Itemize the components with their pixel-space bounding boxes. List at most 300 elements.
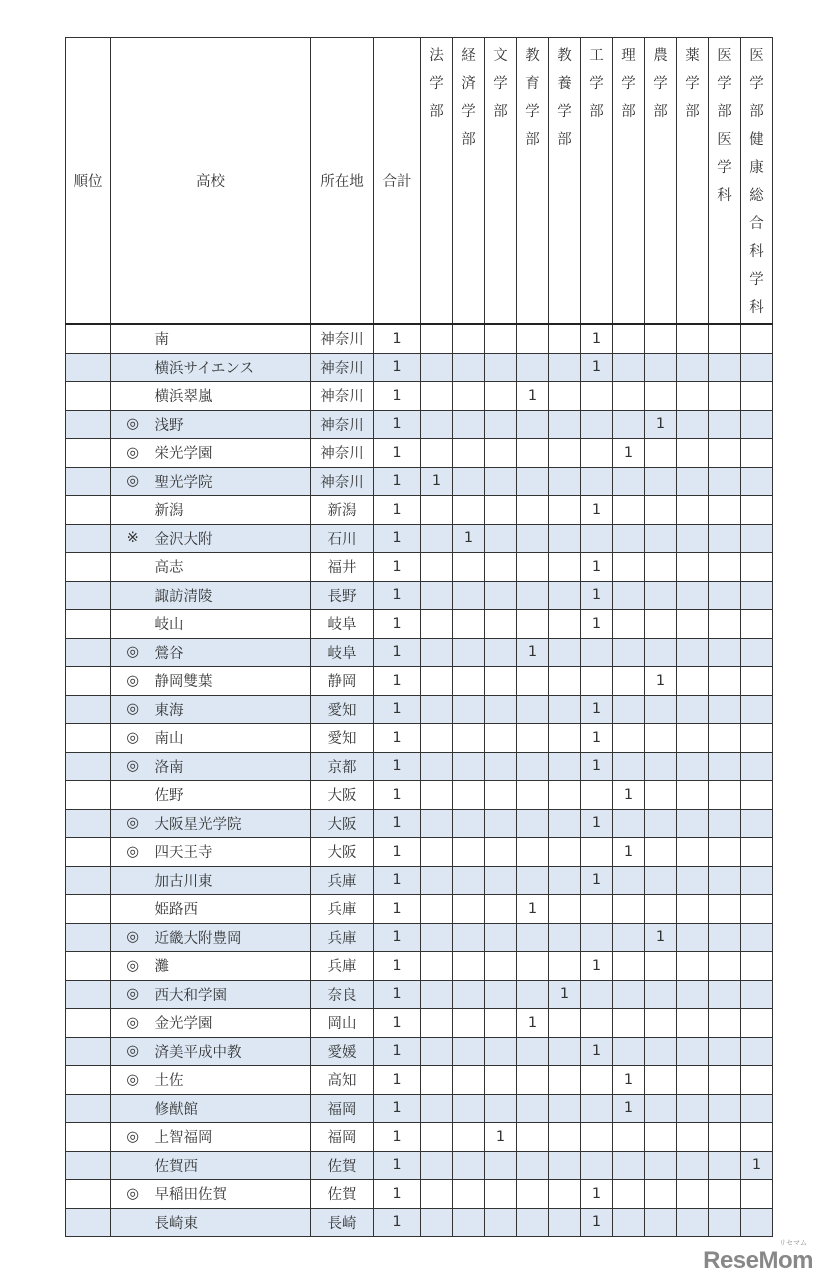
department-count <box>421 781 453 810</box>
school-name: 高志 <box>155 553 311 582</box>
department-count: 1 <box>645 667 677 696</box>
department-count <box>517 923 549 952</box>
department-count: 1 <box>613 781 645 810</box>
department-count <box>741 781 773 810</box>
department-count <box>581 980 613 1009</box>
school-name: 佐賀西 <box>155 1151 311 1180</box>
department-count <box>709 923 741 952</box>
table-row <box>66 952 773 981</box>
school-name: 南山 <box>155 724 311 753</box>
department-count <box>613 1180 645 1209</box>
school-name: 金光学園 <box>155 1009 311 1038</box>
department-count <box>485 324 517 353</box>
school-name: 新潟 <box>155 496 311 525</box>
department-count <box>549 610 581 639</box>
rank-cell <box>66 410 111 439</box>
department-count <box>517 1180 549 1209</box>
school-mark <box>111 1094 155 1123</box>
department-count <box>517 838 549 867</box>
department-count <box>741 553 773 582</box>
school-name: 四天王寺 <box>155 838 311 867</box>
table-row <box>66 439 773 468</box>
location-cell: 大阪 <box>311 781 374 810</box>
location-cell: 大阪 <box>311 809 374 838</box>
department-count: 1 <box>581 724 613 753</box>
table-row <box>66 781 773 810</box>
table-row <box>66 809 773 838</box>
department-count <box>613 638 645 667</box>
table-row <box>66 1037 773 1066</box>
department-count <box>741 980 773 1009</box>
department-count <box>549 752 581 781</box>
location-cell: 佐賀 <box>311 1180 374 1209</box>
department-count <box>741 667 773 696</box>
location-cell: 愛知 <box>311 695 374 724</box>
department-count <box>421 382 453 411</box>
total-cell: 1 <box>374 1094 421 1123</box>
table-row <box>66 752 773 781</box>
department-count <box>645 752 677 781</box>
department-count <box>741 1037 773 1066</box>
table-row <box>66 1094 773 1123</box>
location-cell: 神奈川 <box>311 467 374 496</box>
school-name: 横浜サイエンス <box>155 353 311 382</box>
rank-cell <box>66 952 111 981</box>
department-count <box>709 952 741 981</box>
department-count <box>709 410 741 439</box>
department-count: 1 <box>581 553 613 582</box>
department-count <box>549 1208 581 1237</box>
school-mark <box>111 324 155 353</box>
table-row <box>66 724 773 753</box>
header-department <box>741 38 773 325</box>
department-count <box>741 1066 773 1095</box>
table-row <box>66 838 773 867</box>
location-cell: 岐阜 <box>311 610 374 639</box>
total-cell: 1 <box>374 838 421 867</box>
rank-cell <box>66 923 111 952</box>
rank-cell <box>66 895 111 924</box>
department-count <box>645 1123 677 1152</box>
department-count: 1 <box>581 496 613 525</box>
department-count <box>581 895 613 924</box>
school-mark <box>111 496 155 525</box>
department-count <box>645 1180 677 1209</box>
header-department-label: 教養学部 <box>557 48 572 148</box>
department-count <box>453 809 485 838</box>
department-count <box>517 1066 549 1095</box>
rank-cell <box>66 324 111 353</box>
department-count <box>517 324 549 353</box>
total-cell: 1 <box>374 467 421 496</box>
school-name: 姫路西 <box>155 895 311 924</box>
department-count <box>517 1151 549 1180</box>
rank-cell <box>66 809 111 838</box>
department-count <box>485 695 517 724</box>
department-count <box>421 695 453 724</box>
department-count: 1 <box>613 439 645 468</box>
school-mark: ◎ <box>111 1009 155 1038</box>
department-count <box>485 1151 517 1180</box>
location-cell: 神奈川 <box>311 410 374 439</box>
department-count <box>741 1094 773 1123</box>
rank-cell <box>66 553 111 582</box>
location-cell: 兵庫 <box>311 895 374 924</box>
department-count <box>613 1009 645 1038</box>
rank-cell <box>66 1180 111 1209</box>
department-count <box>677 610 709 639</box>
rank-cell <box>66 1009 111 1038</box>
rank-cell <box>66 724 111 753</box>
table-row <box>66 610 773 639</box>
table-row <box>66 980 773 1009</box>
school-name: 洛南 <box>155 752 311 781</box>
department-count <box>421 952 453 981</box>
department-count <box>421 667 453 696</box>
department-count <box>485 467 517 496</box>
location-cell: 岡山 <box>311 1009 374 1038</box>
department-count <box>453 695 485 724</box>
department-count <box>453 1066 485 1095</box>
rank-cell <box>66 1208 111 1237</box>
school-mark: ◎ <box>111 1066 155 1095</box>
department-count <box>421 439 453 468</box>
department-count <box>549 838 581 867</box>
total-cell: 1 <box>374 382 421 411</box>
department-count <box>549 695 581 724</box>
department-count <box>709 895 741 924</box>
department-count: 1 <box>581 952 613 981</box>
department-count <box>709 1009 741 1038</box>
department-count <box>741 1208 773 1237</box>
department-count <box>485 439 517 468</box>
department-count: 1 <box>741 1151 773 1180</box>
school-name: 長崎東 <box>155 1208 311 1237</box>
department-count <box>421 809 453 838</box>
school-mark <box>111 781 155 810</box>
rank-cell <box>66 1151 111 1180</box>
total-cell: 1 <box>374 524 421 553</box>
location-cell: 愛知 <box>311 724 374 753</box>
department-count <box>709 1208 741 1237</box>
location-cell: 福岡 <box>311 1123 374 1152</box>
department-count <box>709 467 741 496</box>
department-count <box>517 1208 549 1237</box>
department-count <box>549 1066 581 1095</box>
department-count <box>709 667 741 696</box>
department-count <box>709 809 741 838</box>
department-count <box>613 410 645 439</box>
department-count <box>421 324 453 353</box>
department-count <box>677 439 709 468</box>
total-cell: 1 <box>374 610 421 639</box>
table-row <box>66 353 773 382</box>
header-department <box>517 38 549 325</box>
department-count <box>741 1180 773 1209</box>
department-count <box>581 439 613 468</box>
total-cell: 1 <box>374 952 421 981</box>
header-department <box>613 38 645 325</box>
table-row <box>66 382 773 411</box>
rank-cell <box>66 496 111 525</box>
department-count <box>677 1151 709 1180</box>
department-count <box>581 1009 613 1038</box>
department-count <box>613 553 645 582</box>
department-count <box>517 610 549 639</box>
department-count <box>677 695 709 724</box>
department-count <box>581 638 613 667</box>
department-count <box>613 353 645 382</box>
department-count <box>677 895 709 924</box>
table-row <box>66 923 773 952</box>
department-count: 1 <box>549 980 581 1009</box>
department-count <box>517 553 549 582</box>
department-count <box>485 667 517 696</box>
department-count <box>549 353 581 382</box>
school-mark <box>111 382 155 411</box>
total-cell: 1 <box>374 923 421 952</box>
total-cell: 1 <box>374 781 421 810</box>
school-name: 修猷館 <box>155 1094 311 1123</box>
department-count <box>517 410 549 439</box>
department-count <box>453 382 485 411</box>
school-mark <box>111 1208 155 1237</box>
department-count <box>421 1180 453 1209</box>
department-count <box>741 524 773 553</box>
rank-cell <box>66 1094 111 1123</box>
department-count <box>485 1208 517 1237</box>
department-count <box>741 1009 773 1038</box>
school-mark: ◎ <box>111 695 155 724</box>
department-count <box>645 524 677 553</box>
department-count <box>741 638 773 667</box>
school-mark: ◎ <box>111 952 155 981</box>
department-count <box>677 353 709 382</box>
department-count <box>741 952 773 981</box>
department-count <box>613 923 645 952</box>
department-count <box>485 752 517 781</box>
department-count <box>485 980 517 1009</box>
header-department-label: 法学部 <box>429 48 444 120</box>
location-cell: 大阪 <box>311 838 374 867</box>
department-count <box>517 781 549 810</box>
total-cell: 1 <box>374 1180 421 1209</box>
department-count <box>549 781 581 810</box>
department-count <box>453 410 485 439</box>
header-department-label: 経済学部 <box>461 48 476 148</box>
department-count <box>581 524 613 553</box>
department-count: 1 <box>581 809 613 838</box>
department-count <box>709 866 741 895</box>
department-count <box>677 667 709 696</box>
department-count <box>549 1123 581 1152</box>
department-count <box>485 838 517 867</box>
department-count <box>709 553 741 582</box>
department-count <box>581 1123 613 1152</box>
department-count: 1 <box>581 866 613 895</box>
department-count <box>421 923 453 952</box>
school-mark: ◎ <box>111 638 155 667</box>
department-count <box>709 838 741 867</box>
department-count <box>613 980 645 1009</box>
school-mark: ◎ <box>111 1123 155 1152</box>
department-count <box>549 1037 581 1066</box>
department-count: 1 <box>581 1180 613 1209</box>
school-mark: ◎ <box>111 410 155 439</box>
department-count <box>421 866 453 895</box>
department-count <box>645 553 677 582</box>
department-count <box>549 1009 581 1038</box>
department-count <box>581 1094 613 1123</box>
total-cell: 1 <box>374 553 421 582</box>
rank-cell <box>66 581 111 610</box>
department-count: 1 <box>613 1066 645 1095</box>
department-count <box>421 752 453 781</box>
header-school: 高校 <box>111 38 311 325</box>
department-count <box>645 439 677 468</box>
department-count <box>453 781 485 810</box>
department-count <box>645 1208 677 1237</box>
department-count <box>709 980 741 1009</box>
total-cell: 1 <box>374 410 421 439</box>
school-name: 岐山 <box>155 610 311 639</box>
header-department-label: 理学部 <box>621 48 636 120</box>
school-name: 鶯谷 <box>155 638 311 667</box>
department-count <box>453 752 485 781</box>
department-count <box>613 1037 645 1066</box>
rank-cell <box>66 638 111 667</box>
school-mark: ◎ <box>111 980 155 1009</box>
school-mark: ◎ <box>111 467 155 496</box>
department-count <box>421 895 453 924</box>
department-count <box>485 410 517 439</box>
department-count <box>645 353 677 382</box>
table-row <box>66 1009 773 1038</box>
location-cell: 兵庫 <box>311 923 374 952</box>
department-count <box>421 1009 453 1038</box>
school-mark <box>111 353 155 382</box>
department-count <box>453 952 485 981</box>
department-count <box>741 1123 773 1152</box>
header-department <box>485 38 517 325</box>
location-cell: 兵庫 <box>311 952 374 981</box>
school-mark: ◎ <box>111 809 155 838</box>
department-count <box>421 410 453 439</box>
school-name: 済美平成中教 <box>155 1037 311 1066</box>
header-location: 所在地 <box>311 38 374 325</box>
department-count <box>453 980 485 1009</box>
header-rank: 順位 <box>66 38 111 325</box>
department-count <box>677 524 709 553</box>
department-count <box>645 838 677 867</box>
department-count <box>741 353 773 382</box>
department-count <box>613 895 645 924</box>
department-count <box>485 524 517 553</box>
school-name: 浅野 <box>155 410 311 439</box>
department-count <box>645 781 677 810</box>
department-count <box>709 439 741 468</box>
department-count <box>549 667 581 696</box>
department-count <box>613 324 645 353</box>
header-department-label: 文学部 <box>493 48 508 120</box>
department-count <box>613 752 645 781</box>
department-count <box>677 952 709 981</box>
rank-cell <box>66 1066 111 1095</box>
location-cell: 神奈川 <box>311 382 374 411</box>
department-count <box>517 667 549 696</box>
department-count <box>421 1037 453 1066</box>
department-count <box>677 980 709 1009</box>
department-count <box>613 695 645 724</box>
table-row <box>66 410 773 439</box>
rank-cell <box>66 980 111 1009</box>
department-count <box>677 1094 709 1123</box>
school-mark <box>111 866 155 895</box>
department-count <box>741 439 773 468</box>
department-count <box>517 1037 549 1066</box>
department-count <box>581 1066 613 1095</box>
department-count <box>677 467 709 496</box>
school-mark: ◎ <box>111 752 155 781</box>
department-count <box>613 524 645 553</box>
department-count <box>453 1151 485 1180</box>
header-department <box>453 38 485 325</box>
school-mark: ※ <box>111 524 155 553</box>
header-department <box>581 38 613 325</box>
table-row <box>66 1180 773 1209</box>
department-count <box>453 610 485 639</box>
department-count <box>517 809 549 838</box>
department-count <box>709 353 741 382</box>
department-count <box>421 980 453 1009</box>
school-name: 佐野 <box>155 781 311 810</box>
department-count <box>741 410 773 439</box>
rank-cell <box>66 353 111 382</box>
department-count <box>645 1151 677 1180</box>
table-body <box>66 324 773 1237</box>
department-count <box>645 496 677 525</box>
department-count <box>453 353 485 382</box>
school-name: 早稲田佐賀 <box>155 1180 311 1209</box>
department-count <box>549 952 581 981</box>
table-row <box>66 553 773 582</box>
department-count <box>517 439 549 468</box>
department-count <box>613 1151 645 1180</box>
department-count <box>453 1009 485 1038</box>
department-count <box>613 866 645 895</box>
rank-cell <box>66 610 111 639</box>
department-count <box>645 1037 677 1066</box>
department-count <box>709 638 741 667</box>
department-count <box>741 809 773 838</box>
department-count: 1 <box>517 382 549 411</box>
school-name: 土佐 <box>155 1066 311 1095</box>
department-count <box>421 838 453 867</box>
department-count <box>549 324 581 353</box>
header-department <box>421 38 453 325</box>
location-cell: 高知 <box>311 1066 374 1095</box>
department-count <box>613 1208 645 1237</box>
department-count: 1 <box>517 1009 549 1038</box>
department-count <box>549 1094 581 1123</box>
total-cell: 1 <box>374 752 421 781</box>
department-count <box>485 382 517 411</box>
department-count: 1 <box>517 895 549 924</box>
department-count: 1 <box>581 1208 613 1237</box>
department-count <box>581 467 613 496</box>
location-cell: 神奈川 <box>311 353 374 382</box>
department-count <box>485 638 517 667</box>
